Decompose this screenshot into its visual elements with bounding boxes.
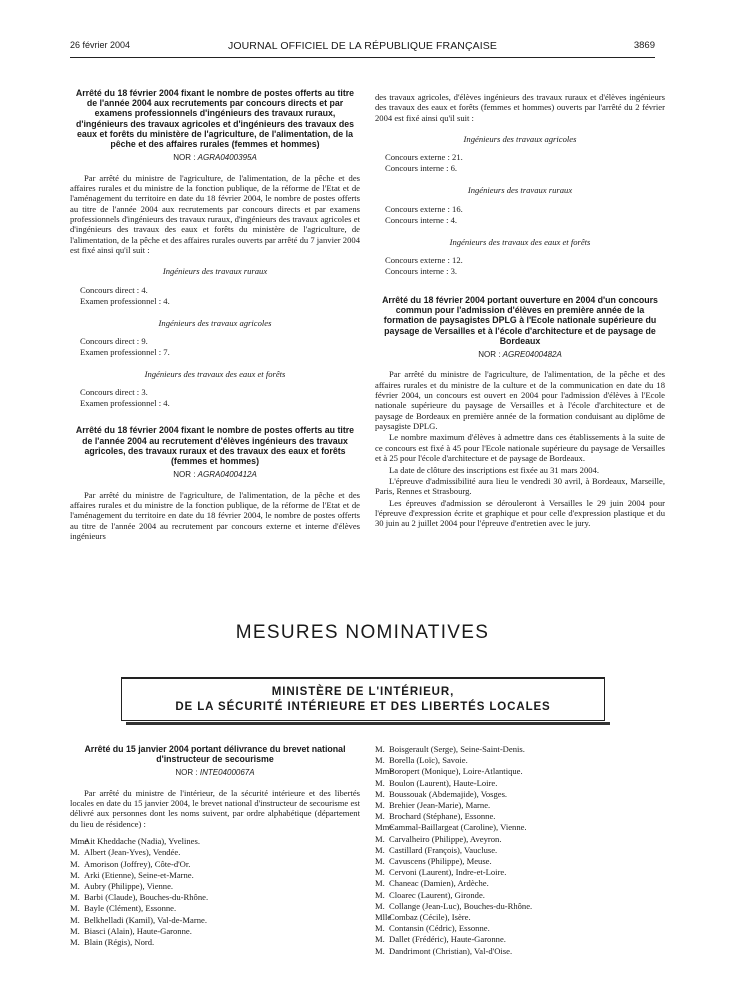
person-entry: Dandrimont (Christian), Val-d'Oise. xyxy=(389,945,513,956)
honorific: M. xyxy=(375,945,385,956)
honorific: M. xyxy=(375,923,385,934)
page-number: 3869 xyxy=(633,40,655,51)
arrete3-paragraph: La date de clôture des inscriptions est fixée au 31 mars 2004. xyxy=(389,464,600,475)
honorific: M. xyxy=(375,889,385,900)
honorific: M. xyxy=(70,869,80,880)
name-list-item xyxy=(375,755,665,766)
person-entry: Collange (Jean-Luc), Bouches-du-Rhône. xyxy=(389,900,533,911)
person-entry: Belkhelladi (Kamil), Val-de-Marne. xyxy=(84,914,207,925)
person-entry: Cervoni (Laurent), Indre-et-Loire. xyxy=(389,867,507,878)
arrete2-title: Arrêté du 18 février 2004 fixant le nombre de postes offerts au titre de l'année 2004 au recrutement d'élèves ingénieurs des travaux agricoles, des travaux ruraux et des travaux des eaux et forêts (femmes et hommes) xyxy=(75,425,355,466)
arrete2-nor: NOR : AGRA0400412A xyxy=(173,470,257,480)
names-list-right xyxy=(375,744,665,957)
arrete4-body: Par arrêté du ministre de l'intérieur, de la sécurité intérieure et des libertés locales en date du 15 janvier 2004, le brevet national d'instructeur de secourisme est délivré aux personnes dont les noms suivent, par ordre alphabétique (département du lieu de résidence) : xyxy=(70,787,360,829)
person-entry: Boisgerault (Serge), Seine-Saint-Denis. xyxy=(389,744,525,754)
ministry-box xyxy=(121,677,605,721)
arrete3-paragraph: Le nombre maximum d'élèves à admettre dans ces établissements à la suite de ce concours est fixé à 45 pour l'Ecole nationale supérieure du paysage de Versailles et à 25 pour l'école d'architecture et de paysage de Bordeaux. xyxy=(375,432,665,464)
arrete1-nor: NOR : AGRA0400395A xyxy=(173,153,257,163)
arrete3-title: Arrêté du 18 février 2004 portant ouverture en 2004 d'un concours commun pour l'admission d'élèves en première année de la formation de paysagistes DPLG à l'Ecole nationale supérieure du paysage de Versailles et à l'école d'architecture et de paysage de Bordeaux xyxy=(382,295,658,346)
person-entry: Combaz (Cécile), Isère. xyxy=(389,912,471,923)
arrete4-title: Arrêté du 15 janvier 2004 portant délivrance du brevet national d'instructeur de secourisme xyxy=(84,744,346,765)
honorific: M. xyxy=(375,833,385,844)
name-list-item xyxy=(375,946,665,957)
person-entry: Ait Kheddache (Nadia), Yvelines. xyxy=(84,836,200,847)
name-list-item xyxy=(375,789,665,800)
name-list-item xyxy=(70,847,360,858)
honorific: Mme xyxy=(375,822,394,833)
name-list-item xyxy=(375,890,665,901)
arrete1-section-heading: Ingénieurs des travaux ruraux xyxy=(162,266,268,277)
person-entry: Dallet (Frédéric), Haute-Garonne. xyxy=(389,934,506,945)
honorific: M. xyxy=(375,788,385,799)
person-entry: Boulon (Laurent), Haute-Loire. xyxy=(389,777,498,788)
name-list-item xyxy=(70,892,360,903)
person-entry: Blain (Régis), Nord. xyxy=(84,936,155,947)
honorific: M. xyxy=(70,858,80,869)
journal-title: JOURNAL OFFICIEL DE LA RÉPUBLIQUE FRANÇAISE xyxy=(228,40,497,52)
ministry-line-2: DE LA SÉCURITÉ INTÉRIEURE ET DES LIBERTÉS LOCALES xyxy=(175,701,551,713)
honorific: M. xyxy=(375,856,385,867)
name-list-item xyxy=(70,926,360,937)
arrete1-line: Concours direct : 4. xyxy=(80,284,148,295)
arrete2-body: Par arrêté du ministre de l'agriculture, de l'alimentation, de la pêche et des affaires rurales et du ministre de la fonction publique, de la réforme de l'Etat et de l'aménagement du territoire en date du 18 février 2004, le nombre de postes offerts au titre de l'année 2004 au recrutement par concours externe et interne d'élèves ingénieurs xyxy=(70,489,360,541)
arrete1-line: Examen professionnel : 7. xyxy=(80,347,170,357)
person-entry: Biasci (Alain), Haute-Garonne. xyxy=(84,925,192,936)
ministry-line-1: MINISTÈRE DE L'INTÉRIEUR, xyxy=(271,686,455,698)
honorific: M. xyxy=(375,800,385,811)
left-column-top xyxy=(70,88,360,542)
arrete2-line: Concours externe : 16. xyxy=(385,203,463,214)
right-column-bottom xyxy=(375,744,665,957)
honorific: M. xyxy=(375,777,385,788)
arrete3-paragraph: L'épreuve d'admissibilité aura lieu le vendredi 30 avril, à Bordeaux, Marseille, Paris, Rennes et Strasbourg. xyxy=(375,475,665,497)
honorific: M. xyxy=(375,744,385,754)
arrete2-body-continued: des travaux agricoles, d'élèves ingénieurs des travaux ruraux et d'élèves ingénieurs des travaux des eaux et forêts (femmes et hommes) ouverts par l'arrêté du 2 février 2004 est fixé ainsi qu'il suit : xyxy=(375,92,665,123)
name-list-item xyxy=(375,878,665,889)
person-entry: Chaneac (Damien), Ardèche. xyxy=(389,878,489,889)
honorific: M. xyxy=(375,755,385,766)
honorific: M. xyxy=(70,914,80,925)
honorific: M. xyxy=(375,900,385,911)
name-list-item xyxy=(375,778,665,789)
name-list-item xyxy=(375,800,665,811)
name-list-item xyxy=(375,822,665,833)
name-list-item xyxy=(375,912,665,923)
arrete3-nor: NOR : AGRE0400482A xyxy=(478,350,562,360)
name-list-item xyxy=(375,934,665,945)
person-entry: Carvalheiro (Philippe), Aveyron. xyxy=(389,833,502,844)
page-header xyxy=(70,40,655,56)
name-list-item xyxy=(70,915,360,926)
honorific: Mme xyxy=(375,766,394,777)
name-list-item xyxy=(70,903,360,914)
name-list-item xyxy=(375,856,665,867)
person-entry: Cloarec (Laurent), Gironde. xyxy=(389,889,485,900)
arrete1-line: Examen professionnel : 4. xyxy=(80,295,170,306)
person-entry: Brehier (Jean-Marie), Marne. xyxy=(389,800,491,811)
arrete2-line: Concours interne : 3. xyxy=(385,266,458,277)
person-entry: Castillard (François), Vaucluse. xyxy=(389,844,498,855)
arrete1-title: Arrêté du 18 février 2004 fixant le nombre de postes offerts au titre de l'année 2004 aux recrutements par concours directs et par examens professionnels d'ingénieurs des travaux ruraux, d'ingénieurs des travaux agricoles et d'ingénieurs des travaux des eaux et forêts du ministère de l'agriculture, de l'alimentation, de la pêche et des affaires rurales (femmes et hommes) xyxy=(75,88,355,150)
name-list-item xyxy=(70,937,360,948)
person-entry: Brochard (Stéphane), Essonne. xyxy=(389,811,496,822)
person-entry: Amorison (Joffrey), Côte-d'Or. xyxy=(84,858,191,869)
honorific: M. xyxy=(70,903,80,914)
person-entry: Aubry (Philippe), Vienne. xyxy=(84,880,174,891)
person-entry: Barbi (Claude), Bouches-du-Rhône. xyxy=(84,892,209,903)
name-list-item xyxy=(375,845,665,856)
name-list-item xyxy=(375,834,665,845)
name-list-item xyxy=(70,881,360,892)
arrete2-section-heading: Ingénieurs des travaux agricoles xyxy=(463,134,577,145)
arrete2-line: Concours interne : 6. xyxy=(385,163,458,174)
arrete2-line: Concours externe : 21. xyxy=(385,152,463,163)
person-entry: Contansin (Cédric), Essonne. xyxy=(389,923,490,934)
name-list-item xyxy=(375,867,665,878)
honorific: M. xyxy=(375,867,385,878)
person-entry: Borella (Loïc), Savoie. xyxy=(389,755,468,766)
person-entry: Cavuscens (Philippe), Meuse. xyxy=(389,856,492,867)
arrete1-line: Examen professionnel : 4. xyxy=(80,398,170,409)
arrete2-line: Concours interne : 4. xyxy=(385,214,458,225)
person-entry: Albert (Jean-Yves), Vendée. xyxy=(84,847,181,858)
person-entry: Cammal-Baillargeat (Caroline), Vienne. xyxy=(389,822,527,833)
honorific: M. xyxy=(70,880,80,891)
person-entry: Boropert (Monique), Loire-Atlantique. xyxy=(389,766,523,777)
arrete1-section-heading: Ingénieurs des travaux agricoles xyxy=(158,317,272,328)
names-list-left xyxy=(70,836,360,948)
right-column-top xyxy=(375,92,665,530)
name-list-item xyxy=(70,870,360,881)
name-list-item xyxy=(375,901,665,912)
arrete3-paragraph: Par arrêté du ministre de l'agriculture, de l'alimentation, de la pêche et des affaires rurales et du ministre de la culture et de la communication en date du 18 février 2004, un concours est ouvert en 2004 pour l'admission d'élèves à l'Ecole nationale supérieure du paysage de Versailles et à l'école d'architecture et de paysage de Bordeaux en première année de la formation conduisant au diplôme de paysagiste DPLG. xyxy=(375,369,665,432)
arrete1-line: Concours direct : 3. xyxy=(80,387,148,398)
name-list-item xyxy=(375,744,665,755)
header-rule xyxy=(70,57,655,58)
person-entry: Bayle (Clément), Essonne. xyxy=(84,903,177,914)
honorific: M. xyxy=(375,811,385,822)
honorific: Mme xyxy=(70,836,89,847)
arrete2-section-heading: Ingénieurs des travaux des eaux et forêts xyxy=(449,236,591,247)
name-list-item xyxy=(375,766,665,777)
arrete2-line: Concours externe : 12. xyxy=(385,255,463,266)
honorific: M. xyxy=(375,844,385,855)
person-entry: Arki (Etienne), Seine-et-Marne. xyxy=(84,869,194,880)
arrete1-body: Par arrêté du ministre de l'agriculture, de l'alimentation, de la pêche et des affaires rurales et du ministre de la fonction publique, de la réforme de l'Etat et de l'aménagement du territoire en date du 18 février 2004, le nombre de postes offerts au titre de l'année 2004 aux recrutements par concours directs et par examens professionnels d'ingénieurs des travaux ruraux, d'ingénieurs des travaux agricoles et d'ingénieurs des travaux des eaux et forêts du ministère de l'agriculture, de l'alimentation, de la pêche et des affaires rurales ouverts par arrêté du 7 janvier 2004 est fixé ainsi qu'il suit : xyxy=(70,172,360,255)
arrete4-nor: NOR : INTE0400067A xyxy=(175,768,255,778)
name-list-item xyxy=(375,923,665,934)
arrete1-section-heading: Ingénieurs des travaux des eaux et forêts xyxy=(144,369,286,379)
honorific: Mlle xyxy=(375,912,392,923)
arrete2-section-heading: Ingénieurs des travaux ruraux xyxy=(467,185,573,196)
honorific: M. xyxy=(375,878,385,889)
section-heading-mesures: MESURES NOMINATIVES xyxy=(235,622,490,643)
honorific: M. xyxy=(70,892,80,903)
issue-date: 26 février 2004 xyxy=(70,40,131,50)
arrete3-paragraph: Les épreuves d'admission se dérouleront à Versailles le 29 juin 2004 pour l'épreuve d'expression écrite et graphique et pour celle d'expression plastique et du 30 juin au 2 juillet 2004 pour l'épreuve d'entretien avec le jury. xyxy=(375,497,665,529)
honorific: M. xyxy=(70,925,80,936)
honorific: M. xyxy=(70,936,80,947)
honorific: M. xyxy=(70,847,80,858)
honorific: M. xyxy=(375,934,385,945)
name-list-item xyxy=(70,836,360,847)
left-column-bottom xyxy=(70,744,360,948)
name-list-item xyxy=(375,811,665,822)
person-entry: Boussouak (Abdemajide), Vosges. xyxy=(389,788,508,799)
name-list-item xyxy=(70,859,360,870)
arrete1-line: Concours direct : 9. xyxy=(80,336,148,346)
